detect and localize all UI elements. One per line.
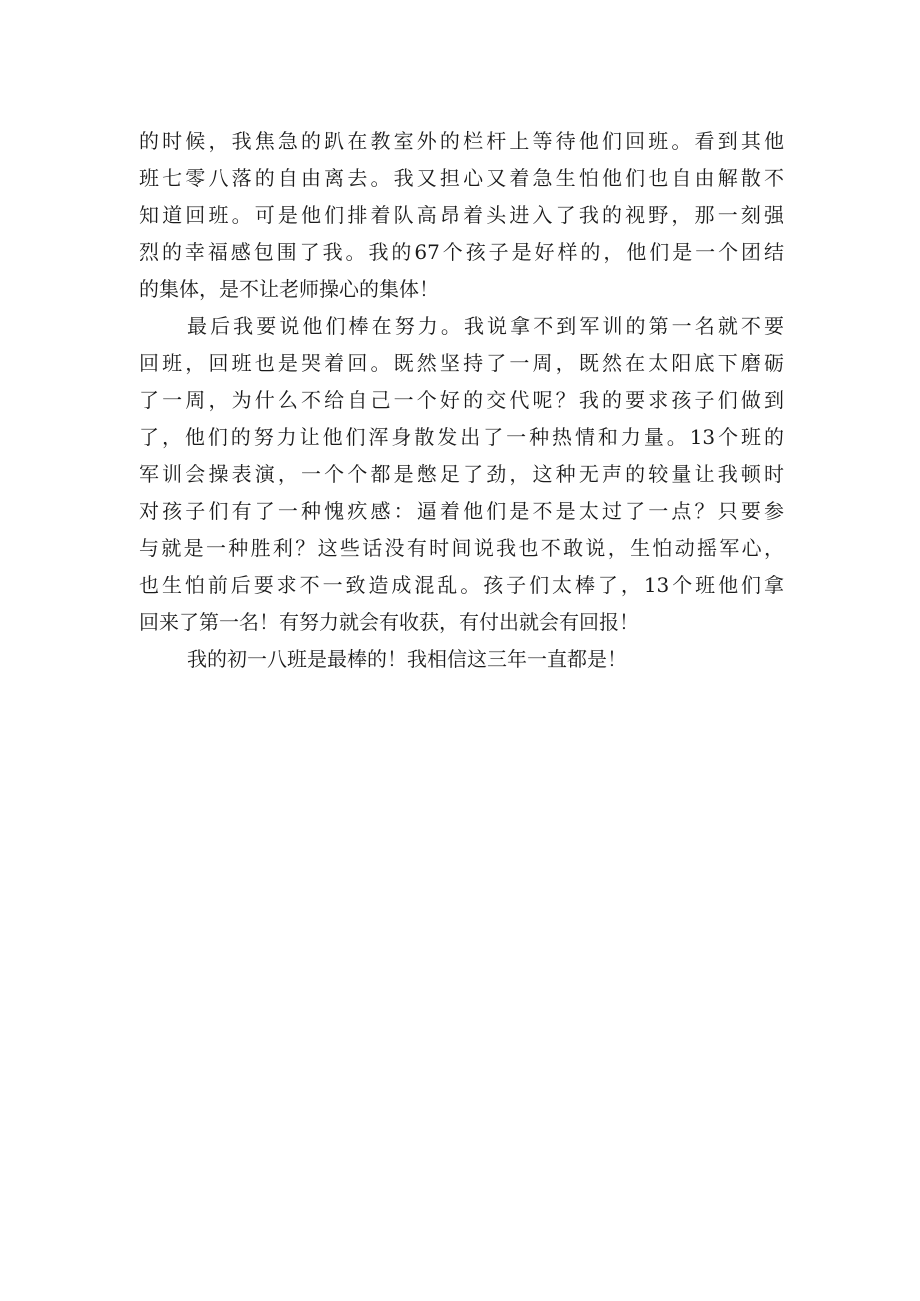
text-line: 班七零八落的自由离去。我又担心又着急生怕他们也自由解散不 [139,166,784,190]
text-line: 也生怕前后要求不一致造成混乱。孩子们太棒了，13个班他们拿 [139,573,784,597]
text-line: 对孩子们有了一种愧疚感：逼着他们是不是太过了一点？只要参 [139,499,784,523]
paragraph-2 [139,308,784,641]
text-line: 回班，回班也是哭着回。既然坚持了一周，既然在太阳底下磨砺 [139,351,784,375]
text-line: 了，他们的努力让他们浑身散发出了一种热情和力量。13个班的 [139,425,784,449]
paragraph-1 [139,123,784,308]
text-line: 烈的幸福感包围了我。我的67个孩子是好样的，他们是一个团结 [139,240,784,264]
text-line: 回来了第一名！有努力就会有收获，有付出就会有回报！ [139,610,639,634]
text-line: 的集体，是不让老师操心的集体！ [139,277,439,301]
text-line: 我的初一八班是最棒的！我相信这三年一直都是！ [187,647,627,671]
text-line: 知道回班。可是他们排着队高昂着头进入了我的视野，那一刻强 [139,203,784,227]
text-line: 军训会操表演，一个个都是憋足了劲，这种无声的较量让我顿时 [139,462,784,486]
text-line: 与就是一种胜利？这些话没有时间说我也不敢说，生怕动摇军心， [139,536,784,560]
text-line: 了一周，为什么不给自己一个好的交代呢？我的要求孩子们做到 [139,388,784,412]
paragraph-3 [139,641,784,678]
text-line: 的时候，我焦急的趴在教室外的栏杆上等待他们回班。看到其他 [139,129,784,153]
document-body [139,123,784,678]
text-line: 最后我要说他们棒在努力。我说拿不到军训的第一名就不要 [187,314,784,338]
